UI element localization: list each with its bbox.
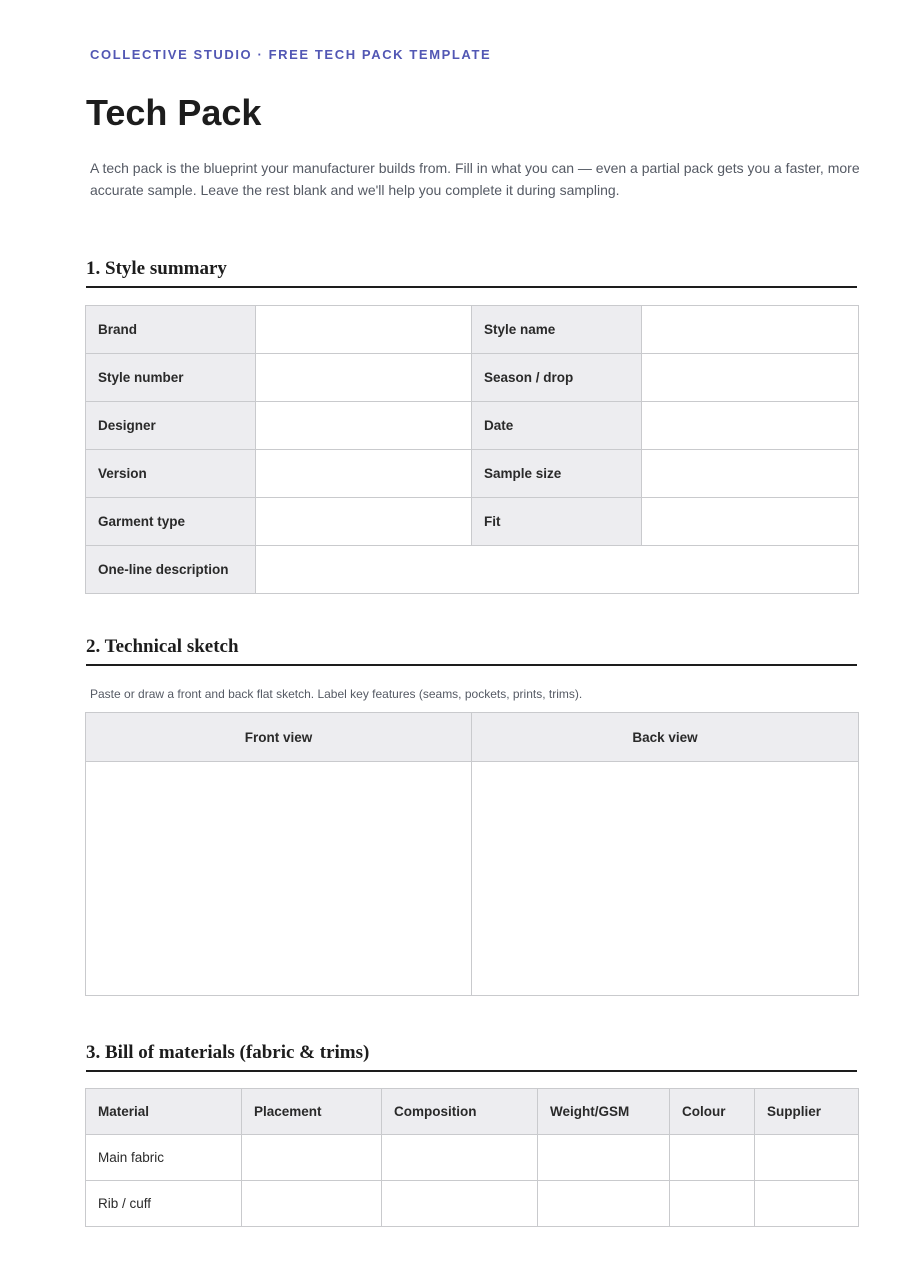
table-row — [86, 498, 859, 546]
table-row — [86, 762, 859, 996]
field-label-season-drop: Season / drop — [472, 354, 642, 402]
field-label-style-number: Style number — [86, 354, 256, 402]
field-input-style-number[interactable] — [256, 354, 472, 402]
composition-cell[interactable] — [382, 1181, 538, 1227]
colour-cell[interactable] — [670, 1181, 755, 1227]
field-label-one-line-description: One-line description — [86, 546, 256, 594]
intro-text: A tech pack is the blueprint your manufacturer builds from. Fill in what you can — even a partial pack gets you a faster, more accurate sample. Leave the rest blank and we'll help you complete it during sampling. — [90, 160, 860, 198]
section-heading-technical-sketch: 2. Technical sketch — [86, 636, 857, 666]
section-heading-style-summary: 1. Style summary — [86, 258, 857, 288]
supplier-cell[interactable] — [755, 1181, 859, 1227]
column-header-weight-gsm: Weight/GSM — [538, 1089, 670, 1135]
material-cell: Main fabric — [86, 1135, 242, 1181]
weight-gsm-cell[interactable] — [538, 1135, 670, 1181]
placement-cell[interactable] — [242, 1181, 382, 1227]
supplier-cell[interactable] — [755, 1135, 859, 1181]
field-label-garment-type: Garment type — [86, 498, 256, 546]
field-input-one-line-description[interactable] — [256, 546, 859, 594]
field-label-sample-size: Sample size — [472, 450, 642, 498]
field-label-brand: Brand — [86, 306, 256, 354]
column-header-material: Material — [86, 1089, 242, 1135]
table-row — [86, 713, 859, 762]
weight-gsm-cell[interactable] — [538, 1181, 670, 1227]
technical-sketch-table — [85, 712, 859, 996]
table-header-row — [86, 1089, 859, 1135]
material-cell: Rib / cuff — [86, 1181, 242, 1227]
brand-line: COLLECTIVE STUDIO · FREE TECH PACK TEMPLATE — [90, 47, 492, 62]
back-view-label: Back view — [472, 713, 859, 762]
page-title: Tech Pack — [86, 92, 262, 133]
field-label-fit: Fit — [472, 498, 642, 546]
colour-cell[interactable] — [670, 1135, 755, 1181]
table-row — [86, 546, 859, 594]
back-view-sketch-area[interactable] — [472, 762, 859, 996]
front-view-label: Front view — [86, 713, 472, 762]
bill-of-materials-table — [85, 1088, 859, 1227]
table-row — [86, 354, 859, 402]
field-input-date[interactable] — [642, 402, 859, 450]
section-heading-bill-of-materials: 3. Bill of materials (fabric & trims) — [86, 1042, 857, 1072]
field-input-garment-type[interactable] — [256, 498, 472, 546]
sketch-instructions: Paste or draw a front and back flat sketch. Label key features (seams, pockets, prints, trims). — [90, 687, 583, 701]
field-input-designer[interactable] — [256, 402, 472, 450]
column-header-colour: Colour — [670, 1089, 755, 1135]
table-row — [86, 450, 859, 498]
field-input-sample-size[interactable] — [642, 450, 859, 498]
composition-cell[interactable] — [382, 1135, 538, 1181]
field-input-version[interactable] — [256, 450, 472, 498]
placement-cell[interactable] — [242, 1135, 382, 1181]
table-row — [86, 1181, 859, 1227]
style-summary-table — [85, 305, 859, 594]
column-header-placement: Placement — [242, 1089, 382, 1135]
field-label-style-name: Style name — [472, 306, 642, 354]
field-input-fit[interactable] — [642, 498, 859, 546]
field-input-season-drop[interactable] — [642, 354, 859, 402]
table-row — [86, 306, 859, 354]
table-row — [86, 402, 859, 450]
field-label-date: Date — [472, 402, 642, 450]
front-view-sketch-area[interactable] — [86, 762, 472, 996]
field-label-version: Version — [86, 450, 256, 498]
field-input-style-name[interactable] — [642, 306, 859, 354]
column-header-composition: Composition — [382, 1089, 538, 1135]
column-header-supplier: Supplier — [755, 1089, 859, 1135]
field-label-designer: Designer — [86, 402, 256, 450]
field-input-brand[interactable] — [256, 306, 472, 354]
table-row — [86, 1135, 859, 1181]
